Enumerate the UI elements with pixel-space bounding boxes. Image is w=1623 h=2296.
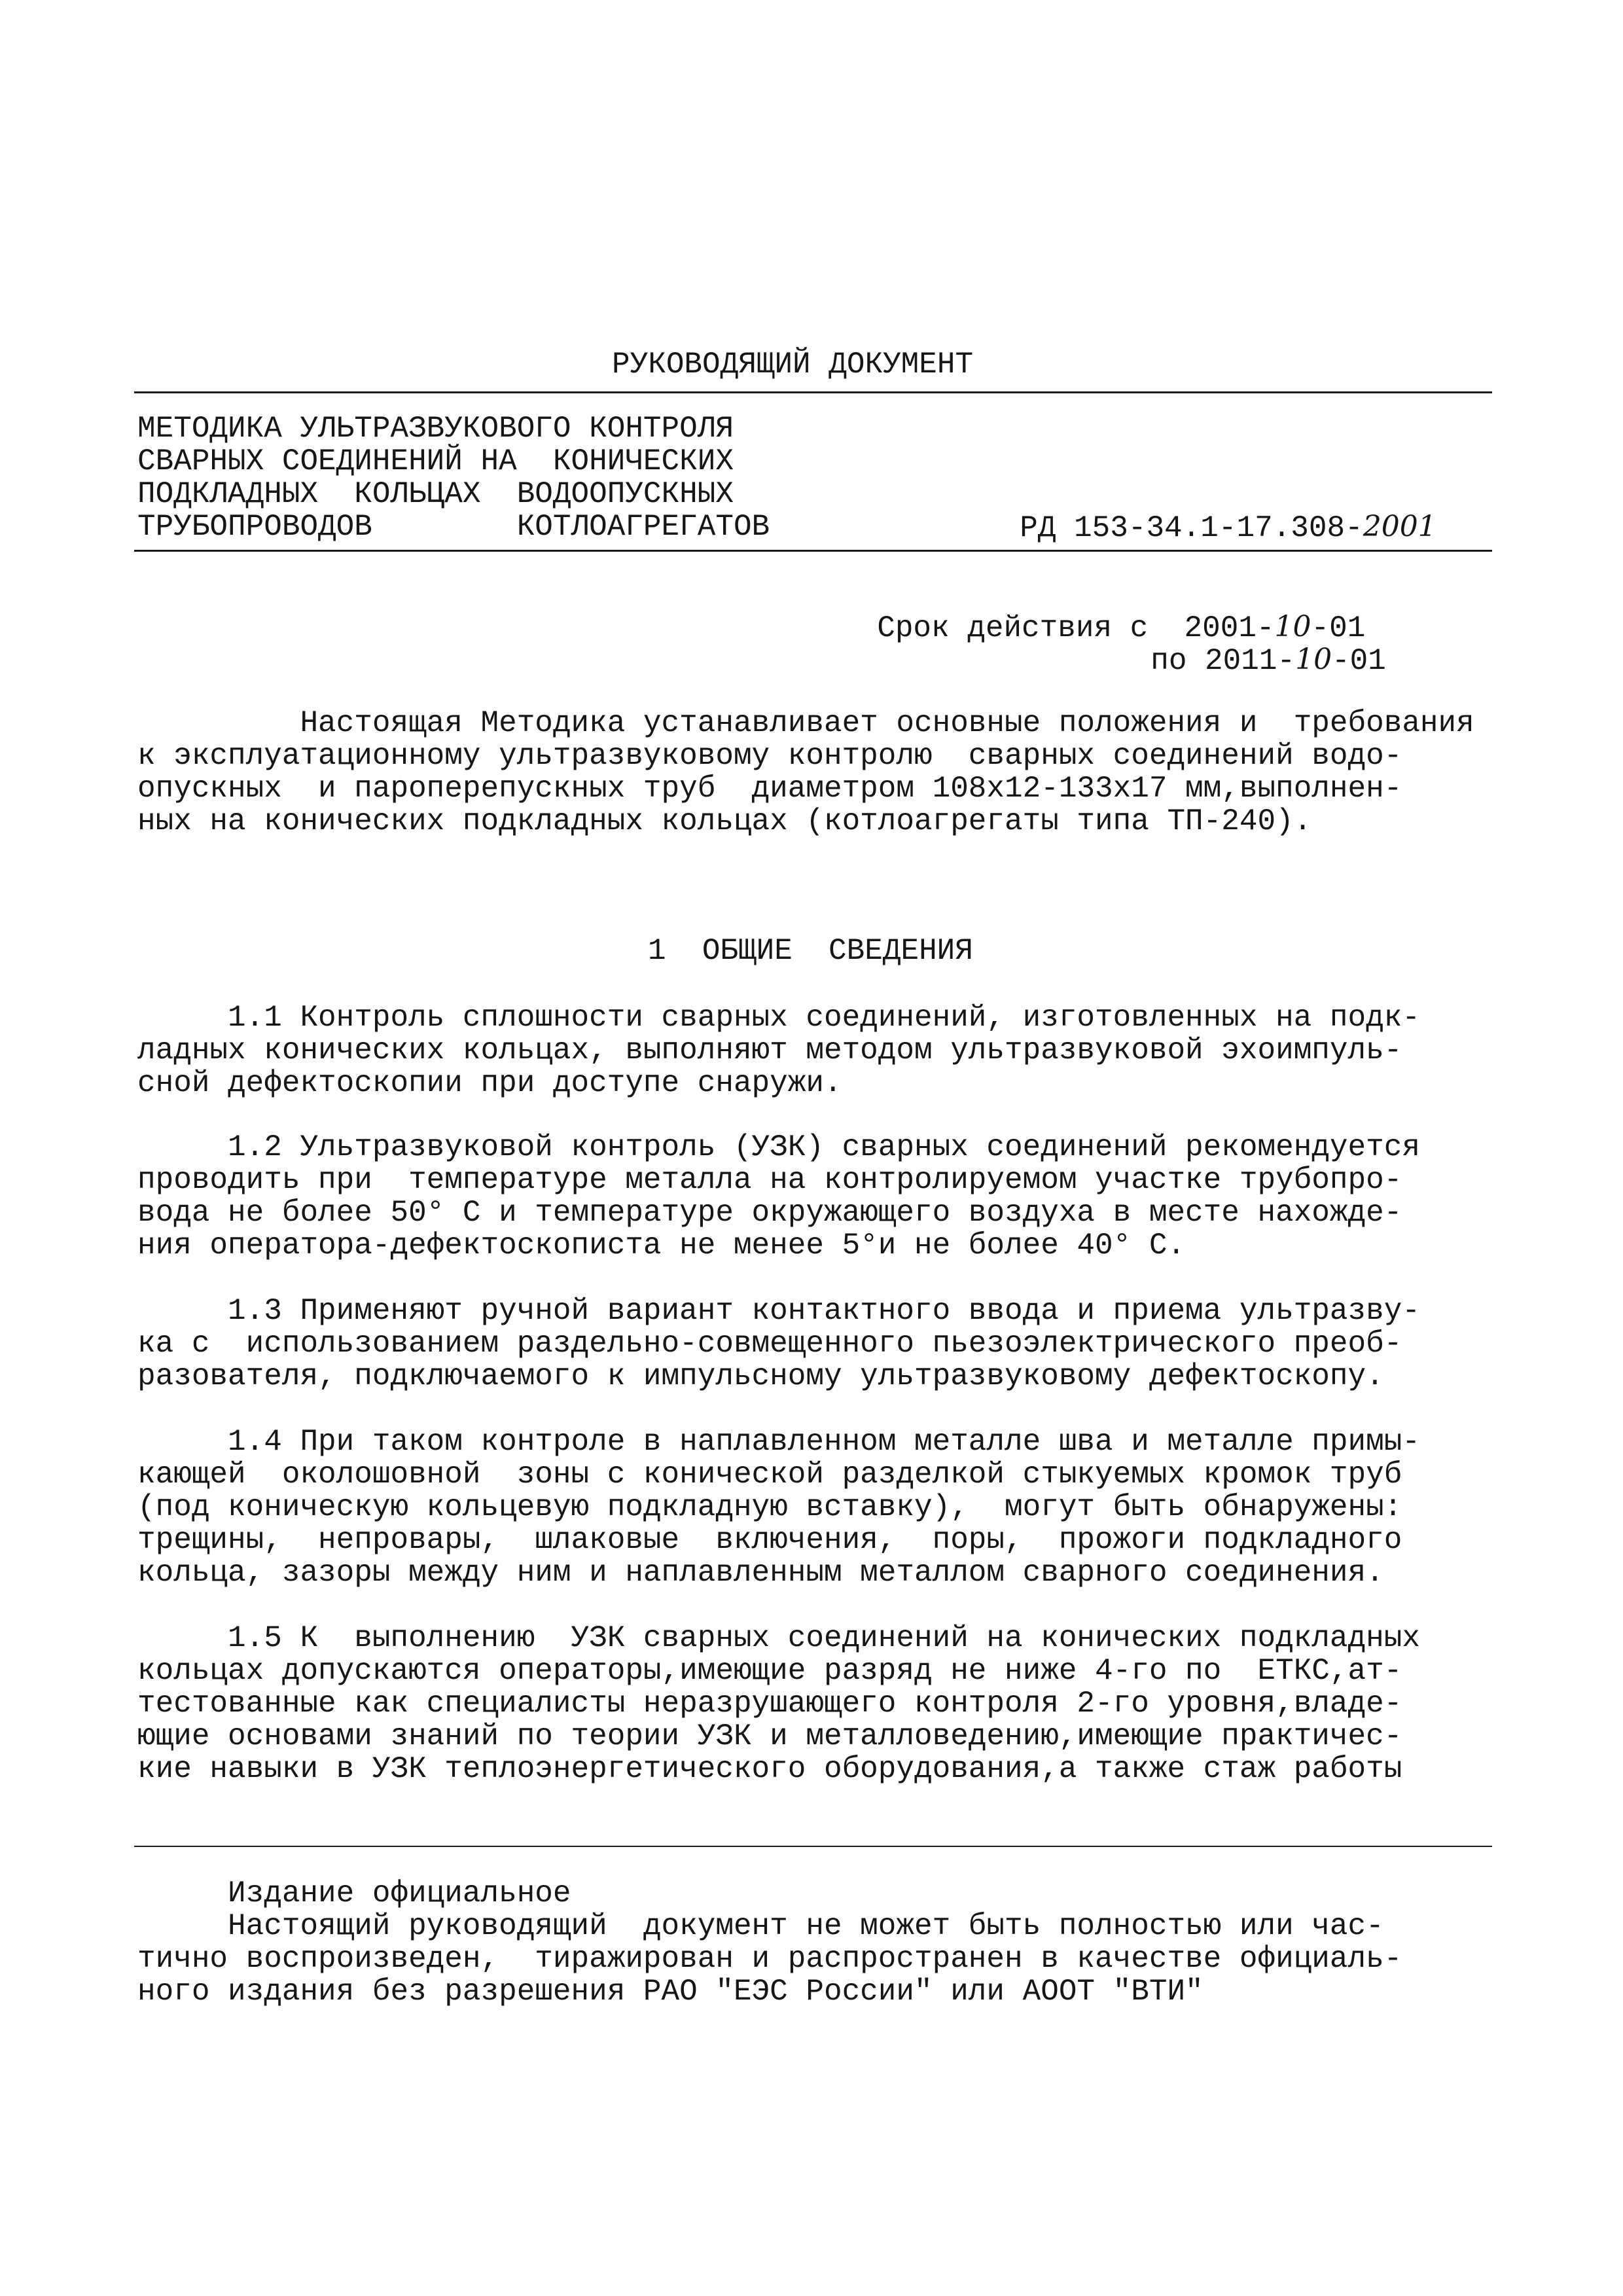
text-line: ка с использованием раздельно-совмещенного пьезоэлектрического преоб- [137, 1327, 1402, 1361]
header-rule-bottom [134, 550, 1492, 552]
validity-to-date: 2011-10-01 [1205, 643, 1386, 678]
section-heading: 1 ОБЩИЕ СВЕДЕНИЯ [648, 934, 973, 968]
footer-rule [134, 1846, 1492, 1847]
validity-to-label: по [1150, 644, 1187, 678]
title-line: ТРУБОПРОВОДОВ КОТЛОАГРЕГАТОВ [137, 510, 770, 544]
text-line: 1.1 Контроль сплошности сварных соединений, изготовленных на подк- [137, 1001, 1420, 1035]
document-type-heading: РУКОВОДЯЩИЙ ДОКУМЕНТ [612, 348, 974, 382]
title-line: МЕТОДИКА УЛЬТРАЗВУКОВОГО КОНТРОЛЯ [137, 412, 734, 446]
text-line: вода не более 50° С и температуре окружающего воздуха в месте нахожде- [137, 1196, 1402, 1230]
text-line: ющие основами знаний по теории УЗК и металловедению,имеющие практичес- [137, 1719, 1402, 1753]
validity-from-label: Срок действия с [877, 611, 1149, 645]
text-line: 1.5 К выполнению УЗК сварных соединений на конических подкладных [137, 1621, 1420, 1655]
text-line: ладных конических кольцах, выполняют методом ультразвуковой эхоимпуль- [137, 1033, 1402, 1067]
text-line: к эксплуатационному ультразвуковому контролю сварных соединений водо- [137, 739, 1402, 773]
text-line: кие навыки в УЗК теплоэнергетического оборудования,а также стаж работы [137, 1752, 1402, 1786]
header-rule-top [134, 391, 1492, 393]
text-line: Издание официальное [137, 1876, 571, 1910]
text-line: 1.2 Ультразвуковой контроль (УЗК) сварных соединений рекомендуется [137, 1130, 1420, 1164]
text-line: (под коническую кольцевую подкладную вставку), могут быть обнаружены: [137, 1490, 1402, 1524]
validity-to [1115, 611, 1386, 677]
title-line: ПОДКЛАДНЫХ КОЛЬЦАХ ВОДООПУСКНЫХ [137, 477, 734, 511]
handwritten-year: 2001 [1363, 510, 1436, 543]
text-line: 1.3 Применяют ручной вариант контактного ввода и приема ультразву- [137, 1294, 1420, 1328]
text-line: сной дефектоскопии при доступе снаружи. [137, 1066, 842, 1100]
text-line: Настоящая Методика устанавливает основные положения и требования [137, 706, 1474, 740]
validity-from-date: 2001-10-01 [1184, 610, 1366, 645]
text-line: Настоящий руководящий документ не может быть полностью или час- [137, 1909, 1384, 1943]
text-line: ния оператора-дефектоскописта не менее 5°и не более 40° С. [137, 1229, 1186, 1263]
text-line: ного издания без разрешения РАО "ЕЭС России" или АООТ "ВТИ" [137, 1975, 1204, 2009]
text-line: разователя, подключаемого к импульсному ультразвуковому дефектоскопу. [137, 1359, 1384, 1393]
title-line: СВАРНЫХ СОЕДИНЕНИЙ НА КОНИЧЕСКИХ [137, 444, 734, 478]
text-line: 1.4 При таком контроле в наплавленном металле шва и металле примы- [137, 1425, 1420, 1459]
text-line: кающей околошовной зоны с конической разделкой стыкуемых кромок труб [137, 1458, 1402, 1492]
text-line: ных на конических подкладных кольцах (котлоагрегаты типа ТП-240). [137, 804, 1312, 838]
text-line: тично воспроизведен, тиражирован и распространен в качестве официаль- [137, 1942, 1402, 1976]
document-code-prefix: РД 153-34.1-17.308- [1020, 511, 1363, 545]
document-code [984, 478, 1436, 545]
text-line: опускных и пароперепускных труб диаметром 108х12-133х17 мм,выполнен- [137, 772, 1402, 806]
text-line: тестованные как специалисты неразрушающего контроля 2-го уровня,владе- [137, 1687, 1402, 1721]
text-line: кольцах допускаются операторы,имеющие разряд не ниже 4-го по ЕТКС,ат- [137, 1654, 1402, 1688]
text-line: проводить при температуре металла на контролируемом участке трубопро- [137, 1163, 1402, 1197]
text-line: трещины, непровары, шлаковые включения, поры, прожоги подкладного [137, 1523, 1402, 1557]
text-line: кольца, зазоры между ним и наплавленным металлом сварного соединения. [137, 1556, 1384, 1590]
